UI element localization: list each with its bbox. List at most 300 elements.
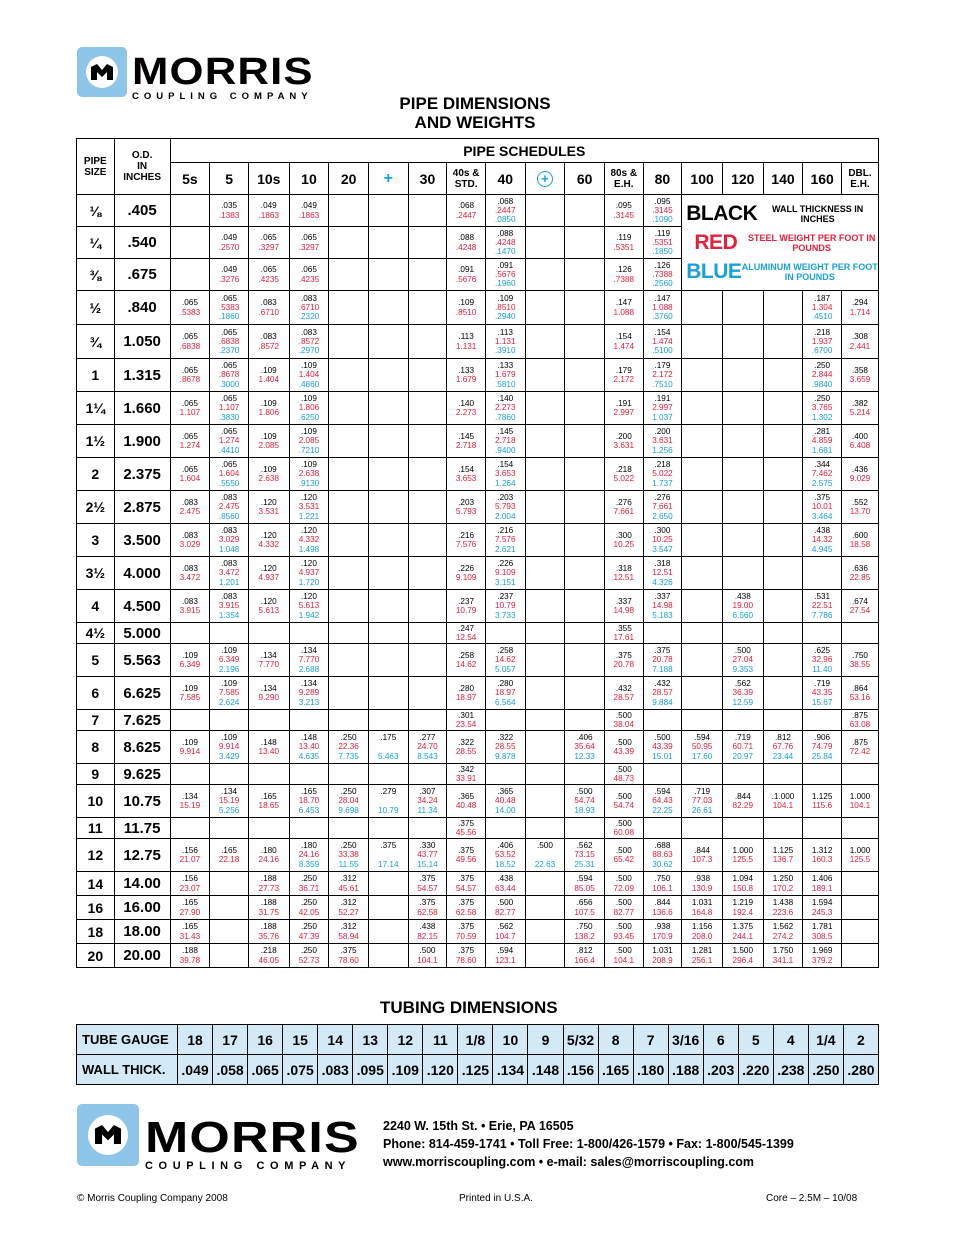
outside-diameter: 2.875	[114, 491, 170, 524]
steel-weight: 1.679	[455, 375, 477, 384]
aluminum-weight: .4860	[298, 379, 320, 389]
schedule-cell	[447, 731, 486, 764]
tube-gauge-value: 12	[388, 1025, 423, 1055]
steel-weight: 10.79	[495, 601, 516, 611]
steel-weight: 12.51	[613, 573, 635, 582]
wall-thickness: 1.594	[811, 898, 833, 908]
steel-weight: 3.472	[218, 568, 240, 578]
steel-weight: 10.01	[811, 502, 833, 512]
schedule-cell	[485, 425, 525, 458]
wall-thickness: .119	[616, 233, 632, 243]
steel-weight: 20.78	[613, 660, 635, 669]
schedule-cell	[329, 818, 369, 839]
schedule-cell	[289, 920, 329, 944]
schedule-cell	[210, 764, 249, 785]
steel-weight: 82.15	[417, 931, 438, 941]
steel-weight: 106.1	[652, 883, 673, 893]
wall-thickness: .065	[221, 394, 238, 404]
tube-gauge-value: 17	[213, 1025, 248, 1055]
steel-weight: 93.45	[613, 931, 635, 941]
schedule-cell	[408, 491, 447, 524]
schedule-cell	[763, 291, 803, 325]
wall-thickness: .088	[497, 228, 514, 238]
steel-weight: 43.39	[652, 742, 673, 752]
schedule-cell	[289, 590, 329, 623]
steel-weight: 15.19	[179, 801, 201, 810]
wall-thickness: .375	[458, 845, 475, 855]
wall-thickness: .109	[260, 464, 277, 474]
wall-thickness-value: .065	[248, 1055, 283, 1085]
wall-thickness: .188	[260, 898, 277, 908]
wall-thickness: .180	[260, 845, 277, 855]
wall-thickness: .216	[497, 526, 514, 536]
schedule-cell	[643, 590, 682, 623]
schedule-cell	[841, 491, 878, 524]
schedule-cell	[525, 764, 565, 785]
schedule-cell	[565, 644, 605, 677]
wall-thickness: .109	[260, 431, 277, 441]
wall-thickness: .719	[694, 787, 711, 797]
wall-thickness: .322	[497, 733, 514, 743]
schedule-cell	[289, 896, 329, 920]
wall-thickness: .120	[300, 526, 317, 536]
schedule-cell	[682, 458, 723, 491]
schedule-cell	[565, 677, 605, 710]
schedule-cell	[565, 590, 605, 623]
steel-weight: 72.09	[613, 883, 635, 893]
schedule-cell	[289, 623, 329, 644]
wall-thickness: .432	[615, 683, 632, 693]
aluminum-weight: 23.44	[772, 751, 794, 761]
contact-info	[383, 1117, 794, 1171]
schedule-cell	[210, 644, 249, 677]
outside-diameter: 8.625	[114, 731, 170, 764]
wall-thickness: .120	[300, 592, 317, 602]
steel-weight: 22.36	[338, 742, 359, 752]
steel-weight: 1.806	[298, 403, 320, 413]
steel-weight: 1.474	[652, 336, 673, 346]
schedule-cell	[248, 291, 289, 325]
schedule-cell	[803, 839, 842, 872]
steel-weight: 2.273	[455, 408, 477, 417]
steel-weight: 36.71	[298, 883, 320, 893]
schedule-cell	[170, 491, 210, 524]
wall-thickness: .126	[615, 265, 632, 275]
schedule-cell	[485, 623, 525, 644]
schedule-header: 120	[722, 163, 763, 195]
steel-weight: 34.24	[417, 796, 438, 806]
aluminum-weight: 2.196	[218, 664, 240, 674]
aluminum-weight: 15.67	[811, 697, 833, 707]
schedule-cell	[210, 325, 249, 359]
pipe-size: 3	[77, 524, 115, 557]
wall-thickness: .065	[181, 398, 198, 408]
wall-thickness: .200	[615, 431, 632, 441]
schedule-cell	[841, 392, 878, 425]
steel-weight: 3.631	[652, 436, 673, 446]
schedule-cell	[447, 227, 486, 259]
schedule-cell	[841, 785, 878, 818]
phone-numbers: Phone: 814-459-1741 • Toll Free: 1-800/426-1579 • Fax: 1-800/545-1399	[383, 1137, 794, 1151]
tubing-title: TUBING DIMENSIONS	[380, 998, 558, 1017]
schedule-cell	[604, 590, 643, 623]
steel-weight: 5.022	[613, 474, 635, 483]
wall-thickness: .049	[300, 201, 317, 211]
steel-weight: 54.57	[455, 883, 477, 893]
steel-weight: 18.97	[495, 688, 516, 698]
schedule-header: 160	[803, 163, 842, 195]
table-row	[77, 944, 879, 968]
schedule-cell	[722, 839, 763, 872]
steel-weight: 14.32	[811, 535, 833, 545]
schedule-cell	[248, 425, 289, 458]
steel-weight: 104.1	[417, 955, 438, 965]
schedule-cell	[329, 896, 369, 920]
schedule-cell	[841, 623, 878, 644]
aluminum-weight: 5.463	[378, 751, 399, 761]
schedule-cell	[682, 291, 723, 325]
steel-weight: 10.25	[613, 540, 635, 549]
legend-word: BLUE	[686, 259, 742, 283]
schedule-cell	[565, 524, 605, 557]
steel-weight: 33.91	[455, 774, 477, 783]
schedule-cell	[841, 944, 878, 968]
aluminum-weight: .2560	[652, 279, 673, 289]
steel-weight: 39.78	[179, 955, 201, 965]
schedule-cell	[643, 259, 682, 291]
schedule-cell	[841, 458, 878, 491]
wall-thickness: .109	[221, 646, 238, 656]
schedule-cell	[485, 291, 525, 325]
wall-thickness: .500	[576, 787, 593, 797]
wall-thickness: .126	[654, 260, 671, 270]
schedule-cell	[408, 458, 447, 491]
pipe-size: 20	[77, 944, 115, 968]
tube-gauge-value: 10	[493, 1025, 528, 1055]
pipe-size: ¼	[77, 227, 115, 259]
pipe-size: 18	[77, 920, 115, 944]
schedule-cell	[447, 677, 486, 710]
wall-thickness: .375	[380, 841, 397, 851]
steel-weight: 12.51	[652, 568, 673, 578]
wall-thickness-label: WALL THICK.	[77, 1055, 178, 1085]
wall-thickness: .247	[458, 623, 475, 633]
schedule-cell	[248, 325, 289, 359]
steel-weight: 9.914	[218, 742, 240, 752]
schedule-cell	[525, 425, 565, 458]
schedule-header: 80	[643, 163, 682, 195]
schedule-cell	[329, 195, 369, 227]
schedule-cell	[248, 839, 289, 872]
wall-thickness: .864	[852, 683, 868, 693]
schedule-cell	[368, 227, 408, 259]
schedule-cell	[525, 623, 565, 644]
schedule-cell	[604, 491, 643, 524]
schedule-cell	[525, 818, 565, 839]
schedule-cell	[841, 710, 878, 731]
schedule-cell	[803, 644, 842, 677]
wall-thickness: .375	[458, 922, 475, 932]
wall-thickness: .203	[458, 497, 475, 507]
schedule-cell	[210, 359, 249, 392]
aluminum-weight: .3830	[218, 412, 240, 422]
outside-diameter: 11.75	[114, 818, 170, 839]
schedule-cell	[170, 392, 210, 425]
wall-thickness: .438	[814, 526, 831, 536]
steel-weight: 4.332	[258, 540, 280, 549]
wall-thickness: .258	[497, 646, 514, 656]
schedule-cell	[604, 623, 643, 644]
schedule-cell	[485, 325, 525, 359]
schedule-cell	[803, 359, 842, 392]
steel-weight: 7.661	[652, 502, 673, 512]
schedule-cell	[763, 764, 803, 785]
steel-weight: 104.1	[772, 801, 794, 810]
schedule-cell	[289, 764, 329, 785]
steel-weight: 33.38	[338, 850, 359, 860]
web-email[interactable]: www.morriscoupling.com • e-mail: sales@morriscoupling.com	[383, 1155, 755, 1169]
schedule-cell	[329, 944, 369, 968]
steel-weight: 2.638	[258, 474, 280, 483]
wall-thickness: .318	[615, 563, 632, 573]
steel-weight: 45.56	[455, 828, 477, 837]
wall-thickness: .049	[221, 233, 238, 243]
table-row	[77, 458, 879, 491]
wall-thickness-value: .120	[423, 1055, 458, 1085]
wall-thickness: .656	[576, 898, 593, 908]
wall-thickness: .365	[458, 791, 475, 801]
schedule-cell	[643, 291, 682, 325]
table-row	[77, 818, 879, 839]
steel-weight: .1863	[258, 210, 280, 220]
steel-weight: 1.604	[179, 474, 201, 483]
wall-thickness: .688	[654, 841, 671, 851]
schedule-cell	[803, 785, 842, 818]
wall-thickness-value: .058	[213, 1055, 248, 1085]
schedule-cell	[565, 491, 605, 524]
schedule-cell	[682, 524, 723, 557]
aluminum-weight: .0850	[495, 215, 516, 225]
schedule-cell	[604, 920, 643, 944]
tube-gauge-value: 8	[598, 1025, 633, 1055]
schedule-cell	[485, 557, 525, 590]
schedule-cell	[485, 944, 525, 968]
tube-gauge-value: 9	[528, 1025, 563, 1055]
steel-weight: 2.085	[258, 441, 280, 450]
schedule-cell	[525, 359, 565, 392]
schedule-cell	[722, 425, 763, 458]
wall-thickness: .120	[260, 497, 277, 507]
schedule-cell	[722, 677, 763, 710]
wall-thickness-value: .220	[738, 1055, 773, 1085]
schedule-cell	[841, 677, 878, 710]
schedule-cell	[565, 839, 605, 872]
schedule-cell	[248, 896, 289, 920]
steel-weight: 14.62	[495, 655, 516, 665]
wall-thickness: .552	[852, 497, 868, 507]
schedule-cell	[248, 920, 289, 944]
steel-weight: .3297	[298, 242, 320, 252]
schedule-cell	[170, 458, 210, 491]
schedule-cell	[763, 920, 803, 944]
schedule-header: 40	[485, 163, 525, 195]
schedule-cell	[763, 818, 803, 839]
outside-diameter: 14.00	[114, 872, 170, 896]
steel-weight: 78.60	[455, 955, 477, 965]
steel-weight: 1.937	[811, 336, 833, 346]
wall-thickness: .500	[615, 874, 632, 884]
steel-weight: 28.55	[495, 742, 516, 752]
steel-weight: 5.022	[652, 469, 673, 479]
aluminum-weight: 18.93	[574, 805, 595, 815]
wall-thickness: .375	[458, 874, 475, 884]
wall-thickness: 1.000	[732, 845, 754, 855]
wall-thickness: .179	[654, 361, 671, 371]
steel-weight: 72.42	[849, 747, 871, 756]
steel-weight: .8678	[218, 370, 240, 380]
tube-gauge-value: 5	[738, 1025, 773, 1055]
schedule-cell	[170, 557, 210, 590]
schedule-cell	[643, 944, 682, 968]
schedule-cell	[447, 325, 486, 359]
schedule-cell	[289, 872, 329, 896]
wall-thickness: .065	[300, 233, 317, 243]
schedule-cell	[368, 764, 408, 785]
wall-thickness: .375	[615, 650, 632, 660]
schedule-cell	[803, 491, 842, 524]
table-row	[77, 590, 879, 623]
schedule-cell	[289, 325, 329, 359]
wall-thickness: .365	[497, 787, 514, 797]
schedule-cell	[170, 872, 210, 896]
steel-weight: 43.77	[417, 850, 438, 860]
wall-thickness: .154	[615, 332, 632, 342]
wall-thickness: .500	[419, 946, 436, 956]
aluminum-weight: .6700	[811, 346, 833, 356]
schedule-cell	[170, 259, 210, 291]
wall-thickness: .562	[497, 922, 514, 932]
tube-gauge-value: 4	[773, 1025, 808, 1055]
steel-weight: 4.859	[811, 436, 833, 446]
steel-weight: .5676	[495, 269, 516, 279]
schedule-cell	[803, 325, 842, 359]
wall-thickness: .203	[497, 493, 514, 503]
table-row	[77, 872, 879, 896]
steel-weight: 38.04	[613, 720, 635, 729]
schedule-cell	[525, 291, 565, 325]
steel-weight: 2.844	[811, 370, 833, 380]
wall-thickness: .140	[458, 398, 475, 408]
schedule-cell	[803, 896, 842, 920]
aluminum-weight: 3.151	[495, 577, 516, 587]
schedule-cell	[289, 731, 329, 764]
schedule-cell	[447, 710, 486, 731]
pipe-size: 3½	[77, 557, 115, 590]
schedule-cell	[170, 524, 210, 557]
wall-thickness-value: .134	[493, 1055, 528, 1085]
pipe-size: 7	[77, 710, 115, 731]
aluminum-weight: 7.786	[811, 610, 833, 620]
steel-weight: 23.54	[455, 720, 477, 729]
schedule-cell	[248, 710, 289, 731]
schedule-cell	[722, 731, 763, 764]
steel-weight: 296.4	[732, 955, 754, 965]
aluminum-weight: 12.59	[732, 697, 754, 707]
schedule-cell	[368, 557, 408, 590]
schedule-cell	[447, 818, 486, 839]
schedule-cell	[803, 818, 842, 839]
schedule-cell	[408, 425, 447, 458]
legend-text: WALL THICKNESS IN INCHES	[771, 203, 864, 224]
schedule-cell	[722, 944, 763, 968]
steel-weight: 3.915	[218, 601, 240, 611]
schedule-cell	[643, 920, 682, 944]
wall-thickness: .500	[536, 841, 553, 851]
steel-weight: 54.74	[574, 796, 595, 806]
schedule-header: DBL. E.H.	[841, 163, 878, 195]
wall-thickness: .938	[694, 874, 711, 884]
table-row	[77, 425, 879, 458]
schedule-cell	[604, 557, 643, 590]
steel-weight: 3.029	[218, 535, 240, 545]
steel-weight: 7.770	[258, 660, 280, 669]
steel-weight: 35.64	[574, 742, 595, 752]
steel-weight: 17.61	[613, 633, 635, 642]
schedule-cell	[210, 259, 249, 291]
wall-thickness: .250	[300, 898, 317, 908]
wall-thickness: .300	[615, 530, 632, 540]
wall-thickness: .109	[497, 293, 514, 303]
steel-weight: 28.04	[338, 796, 359, 806]
pipe-size: 1	[77, 359, 115, 392]
schedule-cell	[248, 458, 289, 491]
schedule-cell	[485, 920, 525, 944]
wall-thickness: .134	[260, 650, 277, 660]
schedule-cell	[170, 896, 210, 920]
schedule-cell	[525, 491, 565, 524]
schedule-cell	[447, 839, 486, 872]
wall-thickness: .156	[181, 874, 198, 884]
schedule-cell	[565, 944, 605, 968]
steel-weight: 1.274	[179, 441, 201, 450]
schedule-cell	[329, 623, 369, 644]
schedule-cell	[368, 818, 408, 839]
steel-weight: 5.613	[258, 606, 280, 615]
schedule-cell	[643, 227, 682, 259]
schedule-header: 60	[565, 163, 605, 195]
steel-weight: 2.997	[613, 408, 635, 417]
schedule-cell	[682, 839, 723, 872]
tube-gauge-value: 5/32	[563, 1025, 598, 1055]
legend-item	[682, 228, 878, 257]
schedule-cell	[604, 524, 643, 557]
schedule-cell	[565, 623, 605, 644]
schedule-cell	[289, 785, 329, 818]
steel-weight: 2.085	[298, 436, 320, 446]
outside-diameter: 10.75	[114, 785, 170, 818]
schedule-cell	[248, 944, 289, 968]
schedule-cell	[565, 359, 605, 392]
wall-thickness: .165	[260, 791, 277, 801]
wall-thickness: .500	[615, 764, 632, 774]
schedule-cell	[485, 524, 525, 557]
wall-thickness: .406	[497, 841, 514, 851]
wall-thickness: .218	[260, 946, 277, 956]
steel-weight: 136.7	[772, 855, 794, 864]
wall-thickness: 1.125	[811, 791, 833, 801]
steel-weight: 18.58	[849, 540, 871, 549]
schedule-cell	[210, 491, 249, 524]
